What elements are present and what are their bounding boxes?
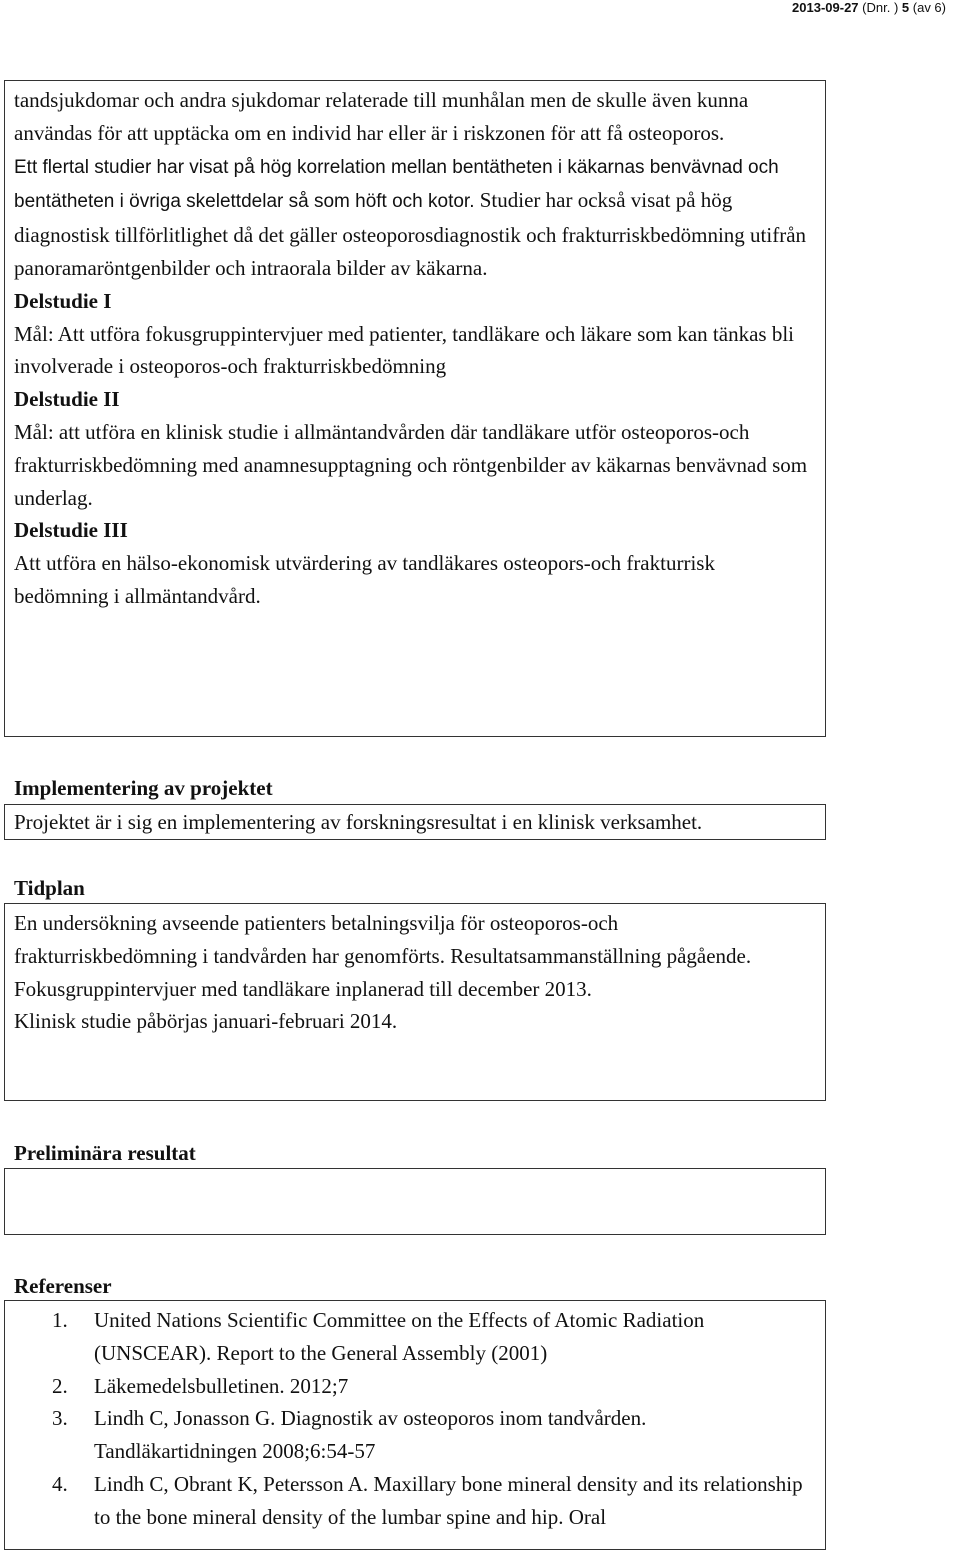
schedule-line-2: Fokusgruppintervjuer med tandläkare inplanerad till december 2013. <box>14 976 592 1001</box>
header-dnr: (Dnr. ) <box>862 0 899 15</box>
correlation-sentence: Ett flertal studier har visat på hög korrelation mellan bentätheten i käkarnas benvävnad och bentätheten i övriga skelettdelar så som höft och kotor. <box>14 156 779 213</box>
reference-text: United Nations Scientific Committee on the Effects of Atomic Radiation (UNSCEAR). Report to the General Assembly (2001) <box>94 1308 705 1365</box>
references-list <box>14 1304 804 1534</box>
delstudie-1-text: Mål: Att utföra fokusgruppintervjuer med patienter, tandläkare och läkare som kan tänkas bli involverade i osteoporos-och frakturriskbedömning <box>14 321 794 379</box>
results-box <box>4 1168 826 1235</box>
header-page-total: (av 6) <box>912 0 946 15</box>
description-content <box>14 84 814 613</box>
header-date: 2013-09-27 <box>792 0 859 15</box>
intro-paragraph: tandsjukdomar och andra sjukdomar relaterade till munhålan men de skulle även kunna användas för att upptäcka om en individ har eller är i riskzonen för att få osteoporos. <box>14 88 749 145</box>
page-header <box>792 0 946 16</box>
diagnostic-sentence: Studier har också visat på hög diagnostisk tillförlitlighet då det gäller osteoporosdiagnostik och frakturriskbedömning utifrån panoramaröntgenbilder och intraorala bilder av käkarna. <box>14 188 807 280</box>
results-title: Preliminära resultat <box>14 1141 196 1165</box>
reference-text: Läkemedelsbulletinen. 2012;7 <box>94 1373 349 1398</box>
reference-item <box>14 1402 804 1468</box>
header-page-number: 5 <box>901 0 910 15</box>
schedule-title: Tidplan <box>14 876 85 900</box>
references-content <box>14 1304 804 1534</box>
delstudie-3-text: Att utföra en hälso-ekonomisk utvärdering av tandläkares osteopors-och frakturrisk bedömning i allmäntandvård. <box>14 551 715 608</box>
reference-text: Lindh C, Jonasson G. Diagnostik av osteoporos inom tandvården. Tandläkartidningen 2008;6:54-57 <box>94 1406 647 1464</box>
delstudie-3-heading: Delstudie III <box>14 518 128 543</box>
correlation-paragraph <box>14 150 814 285</box>
delstudie-2-heading: Delstudie II <box>14 387 120 412</box>
schedule-content <box>14 907 814 1038</box>
reference-item <box>14 1468 804 1534</box>
delstudie-2-text: Mål: att utföra en klinisk studie i allmäntandvården där tandläkare utför osteoporos-och frakturriskbedömning med anamnesupptagning och röntgenbilder av käkarnas benvävnad som underlag. <box>14 419 808 510</box>
references-title: Referenser <box>14 1274 112 1298</box>
reference-item <box>14 1370 804 1403</box>
schedule-line-1: En undersökning avseende patienters betalningsvilja för osteoporos-och frakturriskbedömning i tandvården har genomförts. Resultatsammanställning pågående. <box>14 911 752 968</box>
reference-text: Lindh C, Obrant K, Petersson A. Maxillary bone mineral density and its relationship to the bone mineral density of the lumbar spine and hip. Oral <box>94 1471 803 1529</box>
delstudie-1-heading: Delstudie I <box>14 288 112 313</box>
schedule-line-3: Klinisk studie påbörjas januari-februari 2014. <box>14 1009 398 1034</box>
reference-number: 3. <box>52 1406 68 1431</box>
reference-number: 4. <box>52 1471 68 1496</box>
implementation-text: Projektet är i sig en implementering av forskningsresultat i en klinisk verksamhet. <box>14 810 703 834</box>
reference-number: 1. <box>52 1308 68 1332</box>
implementation-title: Implementering av projektet <box>14 776 273 800</box>
reference-number: 2. <box>52 1373 68 1398</box>
reference-item <box>14 1304 804 1370</box>
